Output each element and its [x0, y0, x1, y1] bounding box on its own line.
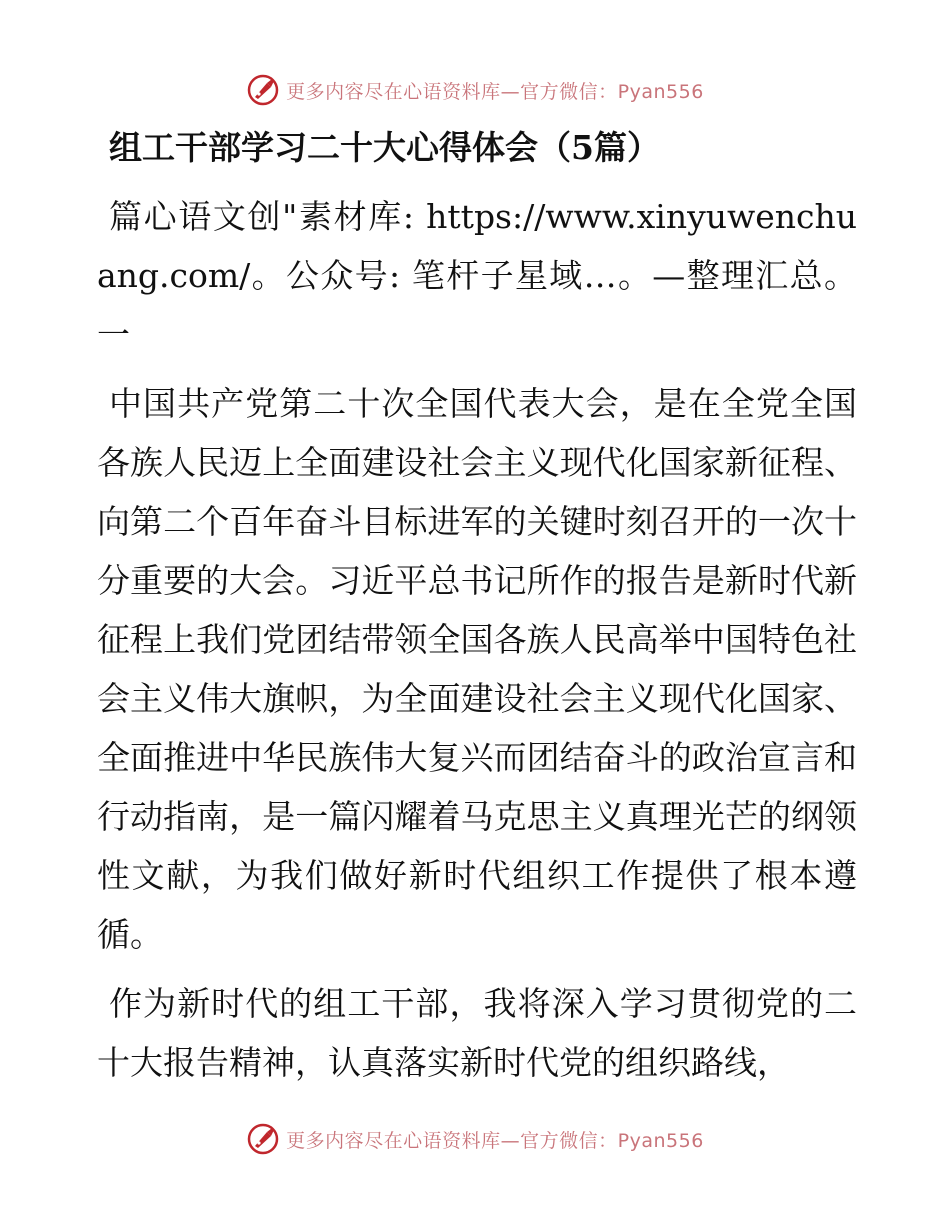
watermark-text [286, 1126, 704, 1153]
footer-watermark [0, 1121, 950, 1157]
header-watermark [0, 72, 950, 108]
watermark-brand: 更多内容尽在心语资料库 [286, 1129, 501, 1152]
watermark-contact: 官方微信：Pyan556 [520, 80, 704, 103]
document-title: 组工干部学习二十大心得体会（5篇） [109, 128, 660, 167]
pen-nib-logo-icon [246, 1122, 280, 1156]
body-paragraph-1: 中国共产党第二十次全国代表大会，是在全党全国各族人民迈上全面建设社会主义现代化国家新征程、向第二个百年奋斗目标进军的关键时刻召开的一次十分重要的大会。习近平总书记所作的报告是新时代新征程上我们党团结带领全国各族人民高举中国特色社会主义伟大旗帜，为全面建设社会主义现代化国家、全面推进中华民族伟大复兴而团结奋斗的政治宣言和行动指南，是一篇闪耀着马克思主义真理光芒的纲领性文献，为我们做好新时代组织工作提供了根本遵循。 [97, 384, 857, 954]
pen-nib-logo-icon [246, 73, 280, 107]
watermark-separator: — [500, 1129, 521, 1152]
watermark-separator: — [500, 80, 521, 103]
body-paragraph-2: 作为新时代的组工干部，我将深入学习贯彻党的二十大报告精神，认真落实新时代党的组织路线， [97, 984, 857, 1082]
watermark-contact: 官方微信：Pyan556 [520, 1129, 704, 1152]
watermark-brand: 更多内容尽在心语资料库 [286, 80, 501, 103]
document-body [97, 118, 857, 1092]
watermark-text [286, 77, 704, 104]
source-note-paragraph: 篇心语文创"素材库: https://www.xinyuwenchuang.com/。公众号: 笔杆子星域…。—整理汇总。一 [97, 197, 857, 354]
